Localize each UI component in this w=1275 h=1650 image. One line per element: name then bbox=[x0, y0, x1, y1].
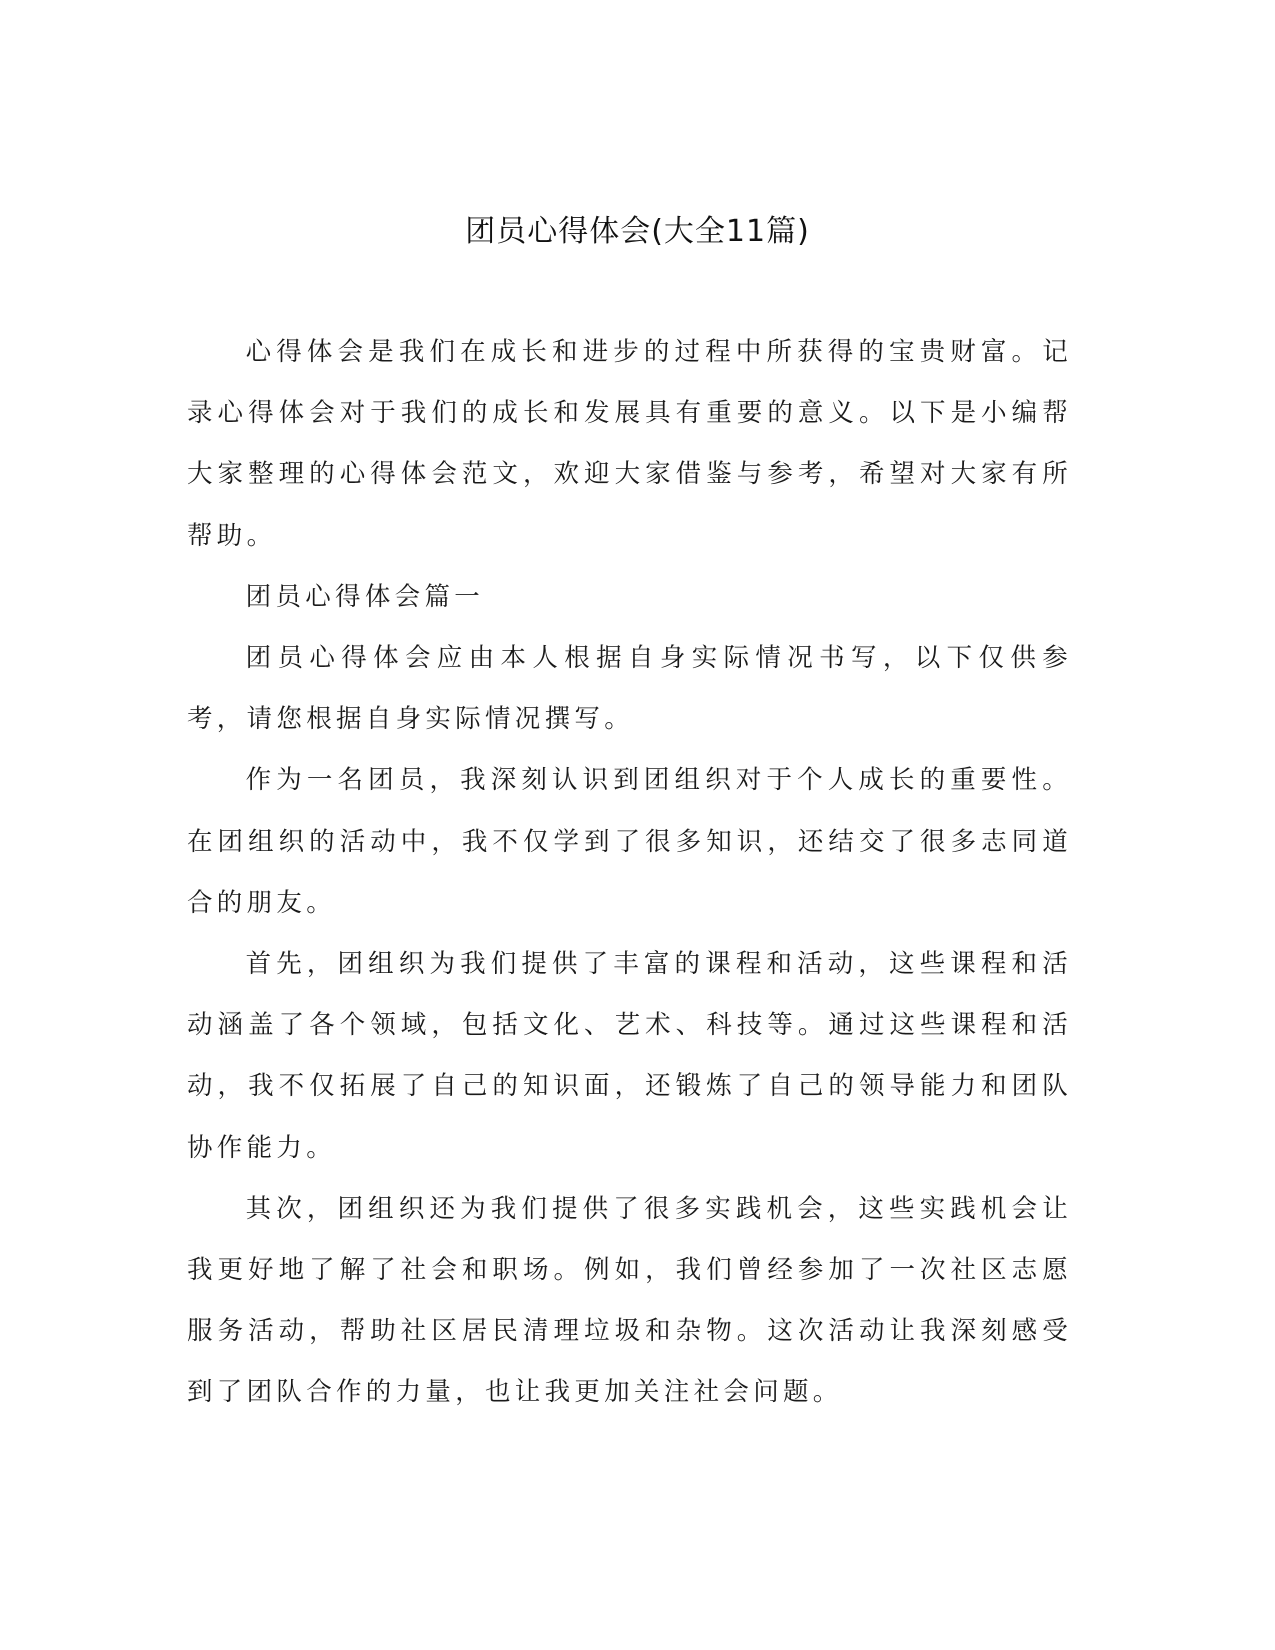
body-paragraph: 其次，团组织还为我们提供了很多实践机会，这些实践机会让我更好地了解了社会和职场。例如，我们曾经参加了一次社区志愿服务活动，帮助社区居民清理垃圾和杂物。这次活动让我深刻感受到了团队合作的力量，也让我更加关注社会问题。 bbox=[187, 1193, 1072, 1408]
section-heading: 团员心得体会篇一 bbox=[245, 581, 485, 612]
body-paragraph: 作为一名团员，我深刻认识到团组织对于个人成长的重要性。在团组织的活动中，我不仅学到了很多知识，还结交了很多志同道合的朋友。 bbox=[187, 765, 1072, 918]
document-body bbox=[187, 322, 1072, 1424]
body-paragraph: 首先，团组织为我们提供了丰富的课程和活动，这些课程和活动涵盖了各个领域，包括文化、艺术、科技等。通过这些课程和活动，我不仅拓展了自己的知识面，还锻炼了自己的领导能力和团队协作能力。 bbox=[187, 949, 1072, 1163]
document-title: 团员心得体会(大全11篇) bbox=[465, 214, 810, 249]
intro-paragraph: 心得体会是我们在成长和进步的过程中所获得的宝贵财富。记录心得体会对于我们的成长和发展具有重要的意义。以下是小编帮大家整理的心得体会范文，欢迎大家借鉴与参考，希望对大家有所帮助。 bbox=[187, 337, 1072, 551]
note-paragraph: 团员心得体会应由本人根据自身实际情况书写，以下仅供参考，请您根据自身实际情况撰写。 bbox=[187, 643, 1072, 735]
